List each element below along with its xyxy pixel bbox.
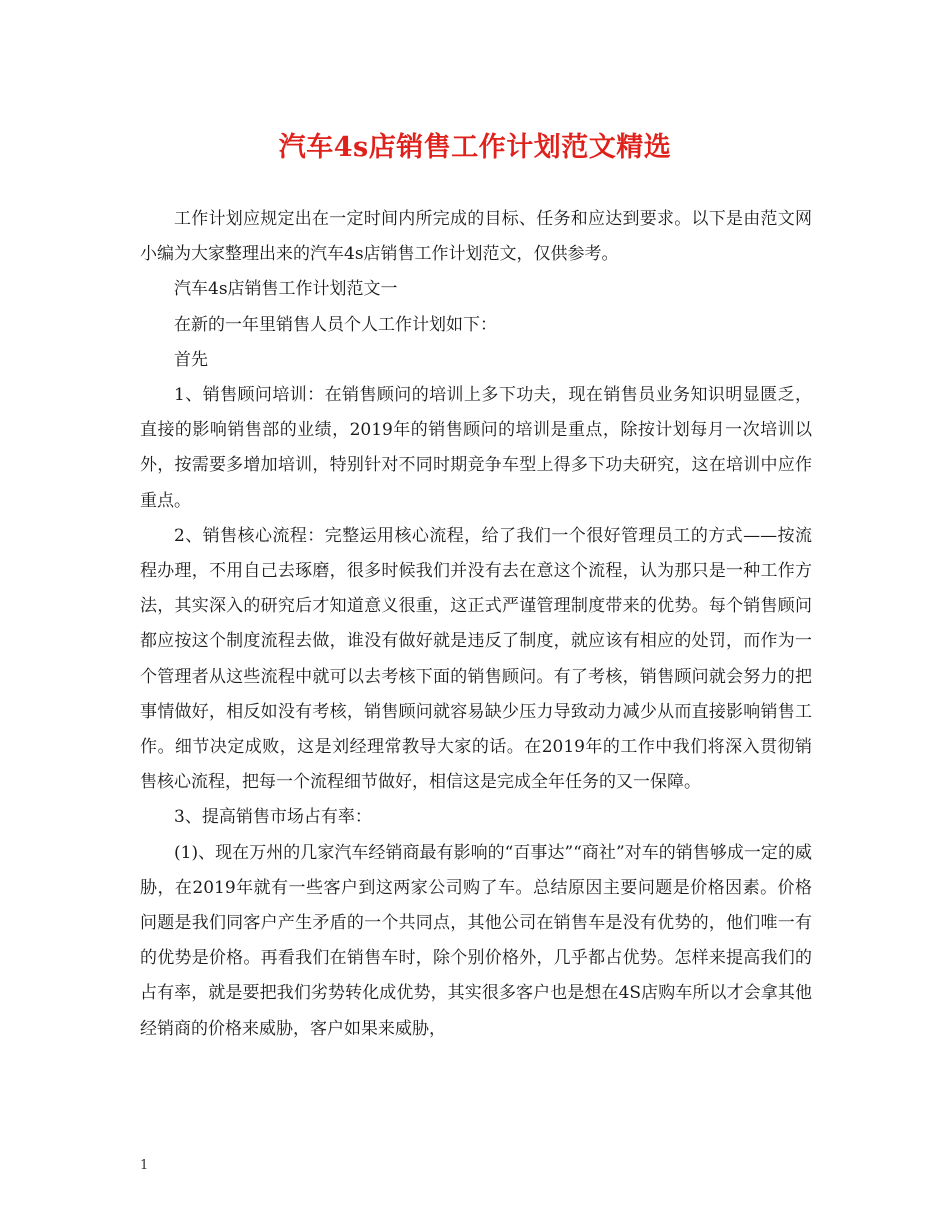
paragraph-market-share-heading: 3、提高销售市场占有率： [174,807,372,828]
paragraph-plan-intro: 在新的一年里销售人员个人工作计划如下： [174,314,497,335]
document-body [140,202,812,1047]
paragraph-intro: 工作计划应规定出在一定时间内所完成的目标、任务和应达到要求。以下是由范文网小编为大家整理出来的汽车4s店销售工作计划范文，仅供参考。 [140,209,812,265]
document-title: 汽车4s店销售工作计划范文精选 [278,132,672,163]
paragraph-first: 首先 [174,349,208,370]
page-number: 1 [140,1158,149,1173]
paragraph-market-share-detail: (1)、现在万州的几家汽车经销商最有影响的“百事达”“商社”对车的销售够成一定的威胁，在2019年就有一些客户到这两家公司购了车。总结原因主要问题是价格因素。价格问题是我们同客户产生矛盾的一个共同点，其他公司在销售车是没有优势的，他们唯一有的优势是价格。再看我们在销售车时，除个别价格外，几乎都占优势。怎样来提高我们的占有率，就是要把我们劣势转化成优势，其实很多客户也是想在4S店购车所以才会拿其他经销商的价格来威胁，客户如果来威胁， [140,842,812,1039]
paragraph-training: 1、销售顾问培训：在销售顾问的培训上多下功夫，现在销售员业务知识明显匮乏，直接的影响销售部的业绩，2019年的销售顾问的培训是重点，除按计划每月一次培训以外，按需要多增加培训，特别针对不同时期竞争车型上得多下功夫研究，这在培训中应作重点。 [140,385,812,511]
paragraph-sample-heading: 汽车4s店销售工作计划范文一 [174,279,398,300]
paragraph-core-process: 2、销售核心流程：完整运用核心流程，给了我们一个很好管理员工的方式——按流程办理，不用自己去琢磨，很多时候我们并没有去在意这个流程，认为那只是一种工作方法，其实深入的研究后才知道意义很重，这正式严谨管理制度带来的优势。每个销售顾问都应按这个制度流程去做，谁没有做好就是违反了制度，就应该有相应的处罚，而作为一个管理者从这些流程中就可以去考核下面的销售顾问。有了考核，销售顾问就会努力的把事情做好，相反如没有考核，销售顾问就容易缺少压力导致动力减少从而直接影响销售工作。细节决定成败，这是刘经理常教导大家的话。在2019年的工作中我们将深入贯彻销售核心流程，把每一个流程细节做好，相信这是完成全年任务的又一保障。 [140,525,812,793]
